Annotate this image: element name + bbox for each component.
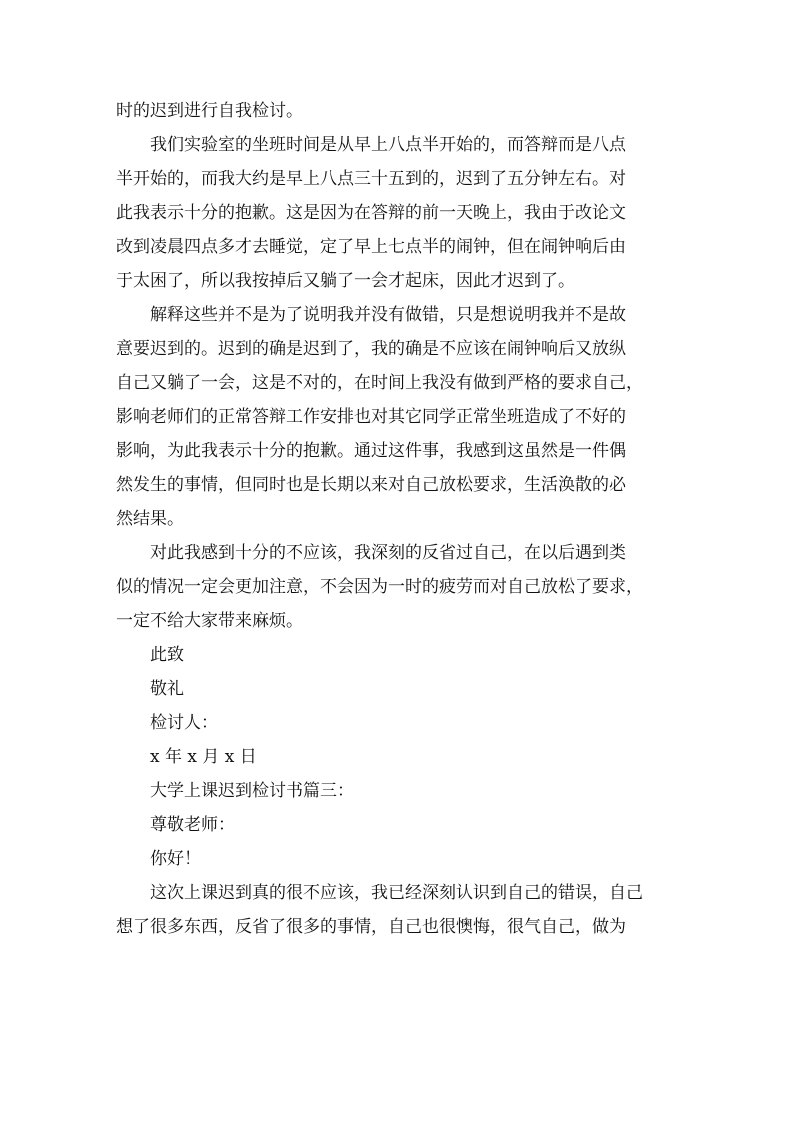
text-line: 想了很多东西，反省了很多的事情，自己也很懊悔，很气自己，做为 (116, 917, 626, 937)
closing-line: 敬礼 (150, 679, 184, 699)
text-line: 对此我感到十分的不应该，我深刻的反省过自己，在以后遇到类 (150, 543, 626, 563)
text-line: 解释这些并不是为了说明我并没有做错，只是想说明我并不是故 (150, 305, 626, 325)
greeting: 你好！ (150, 849, 201, 869)
text-line: 影响老师们的正常答辩工作安排也对其它同学正常坐班造成了不好的 (116, 407, 626, 427)
text-line: 一定不给大家带来麻烦。 (116, 611, 303, 631)
text-line: 影响，为此我表示十分的抱歉。通过这件事，我感到这虽然是一件偶 (116, 441, 626, 461)
text-line: 改到凌晨四点多才去睡觉，定了早上七点半的闹钟，但在闹钟响后由 (116, 237, 626, 257)
text-line: 自己又躺了一会，这是不对的，在时间上我没有做到严格的要求自己， (116, 373, 643, 393)
section-heading: 大学上课迟到检讨书篇三： (150, 781, 354, 801)
text-line: 半开始的，而我大约是早上八点三十五到的，迟到了五分钟左右。对 (116, 169, 626, 189)
closing-line: 此致 (150, 645, 184, 665)
signature-label: 检讨人： (150, 713, 218, 733)
text-line: 我们实验室的坐班时间是从早上八点半开始的，而答辩而是八点 (150, 135, 626, 155)
text-line: 此我表示十分的抱歉。这是因为在答辩的前一天晚上，我由于改论文 (116, 203, 626, 223)
text-line: 然发生的事情，但同时也是长期以来对自己放松要求，生活涣散的必 (116, 475, 626, 495)
document-body (116, 94, 682, 944)
text-line: 意要迟到的。迟到的确是迟到了，我的确是不应该在闹钟响后又放纵 (116, 339, 626, 359)
text-line: 这次上课迟到真的很不应该，我已经深刻认识到自己的错误，自己 (150, 883, 643, 903)
text-line: 时的迟到进行自我检讨。 (116, 101, 303, 121)
text-line: 然结果。 (116, 509, 184, 529)
date-line: x 年 x 月 x 日 (150, 747, 257, 767)
text-line: 于太困了，所以我按掉后又躺了一会才起床，因此才迟到了。 (116, 271, 575, 291)
salutation: 尊敬老师： (150, 815, 235, 835)
text-line: 似的情况一定会更加注意，不会因为一时的疲劳而对自己放松了要求， (116, 577, 643, 597)
